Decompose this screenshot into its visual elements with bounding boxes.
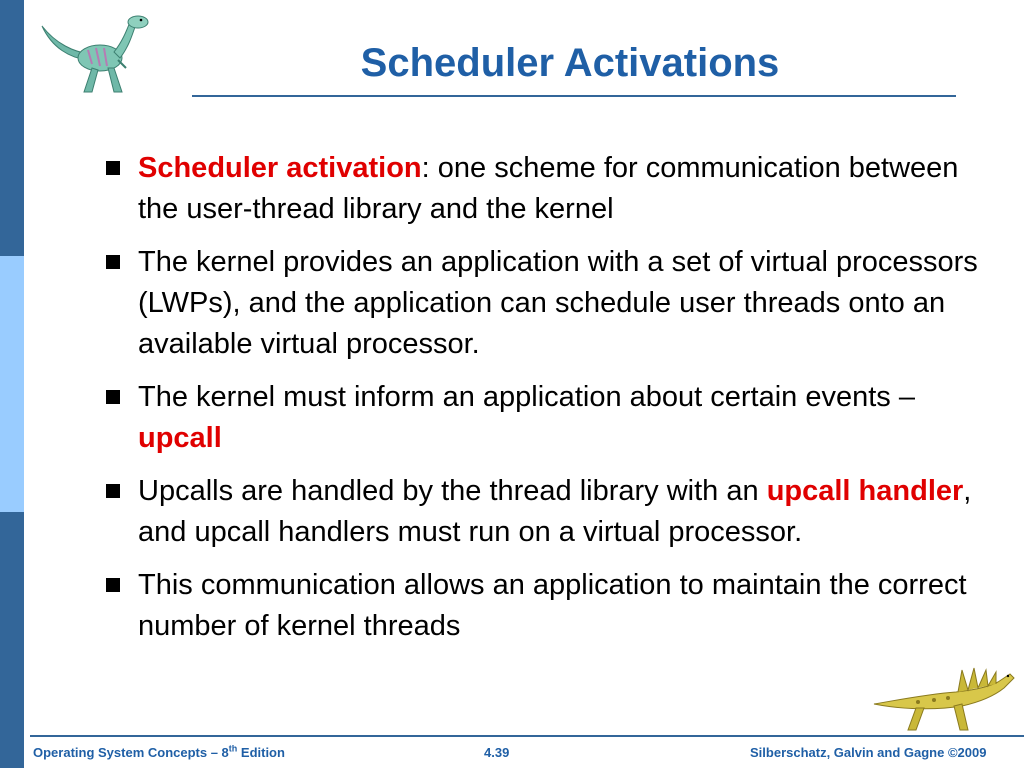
bullet-text: : one scheme for communication between the user-thread library and the kernel <box>138 152 959 225</box>
footer-book-title-suffix: Edition <box>237 745 285 760</box>
bullet-item <box>100 148 990 230</box>
title-underline <box>192 95 956 97</box>
highlighted-term: upcall <box>138 422 222 454</box>
highlighted-term: Scheduler activation <box>138 152 422 184</box>
bullet-square-icon <box>106 255 120 269</box>
footer-book-title <box>33 744 285 762</box>
dinosaur-icon <box>34 8 158 96</box>
sidebar-light-segment <box>0 256 24 512</box>
bullet-square-icon <box>106 484 120 498</box>
footer-page-number: 4.39 <box>484 745 510 760</box>
footer-rule <box>30 735 1024 737</box>
dinosaur-icon <box>868 664 1018 734</box>
bullet-square-icon <box>106 390 120 404</box>
highlighted-term: upcall handler <box>766 475 964 507</box>
bullet-item <box>100 377 990 459</box>
bullet-item <box>100 565 990 647</box>
slide-title: Scheduler Activations <box>360 41 780 85</box>
bullet-list <box>100 148 990 659</box>
footer-book-title-prefix: Operating System Concepts – 8 <box>33 745 229 760</box>
bullet-square-icon <box>106 578 120 592</box>
bullet-text: The kernel must inform an application about certain events – <box>138 381 915 413</box>
bullet-text: , and upcall handlers must run on a virtual processor. <box>138 475 972 548</box>
footer-edition-superscript: th <box>228 743 238 754</box>
bullet-text: This communication allows an application to maintain the correct number of kernel threads <box>138 569 967 642</box>
bullet-item <box>100 471 990 553</box>
bullet-item <box>100 242 990 365</box>
footer-copyright: Silberschatz, Galvin and Gagne ©2009 <box>750 745 987 760</box>
bullet-text: The kernel provides an application with a set of virtual processors (LWPs), and the application can schedule user threads onto an available virtual processor. <box>138 246 978 360</box>
left-sidebar <box>0 0 24 768</box>
bullet-square-icon <box>106 161 120 175</box>
bullet-text: Upcalls are handled by the thread library with an <box>138 475 767 507</box>
